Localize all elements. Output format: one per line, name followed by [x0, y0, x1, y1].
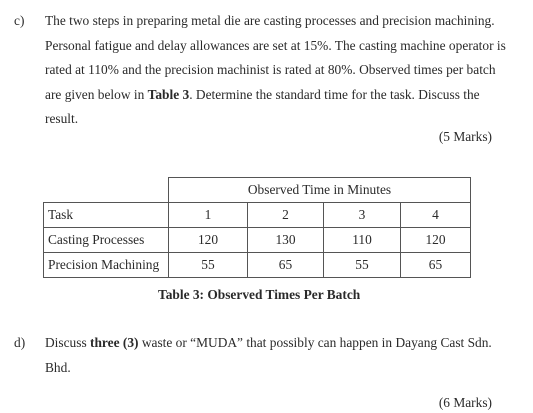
table-cell: 110	[324, 228, 401, 253]
question-c-text-part1: The two steps in preparing metal die are casting processes and precision machining. Personal fatigue and delay allowances are set at 15%. The casting machine operator is rated at 110% and the precision machinist is rated at 80%. Observed times per batch are given below in	[45, 13, 506, 102]
table-header-task: Task	[44, 203, 169, 228]
table-header-col-1: 1	[169, 203, 248, 228]
table-cell: 120	[169, 228, 248, 253]
question-c	[14, 9, 514, 132]
question-c-text-part2: . Determine the standard time for the task. Discuss the result.	[45, 86, 480, 126]
table-row-task: Precision Machining	[44, 253, 169, 278]
question-d-text	[45, 331, 514, 380]
table-header-row	[44, 203, 471, 228]
table-row-task: Casting Processes	[44, 228, 169, 253]
table-cell: 55	[169, 253, 248, 278]
table-row	[44, 253, 471, 278]
table-cell: 55	[324, 253, 401, 278]
question-c-marks: (5 Marks)	[438, 129, 492, 144]
table-reference: Table 3	[147, 86, 190, 102]
question-c-text	[45, 9, 514, 132]
table-row	[44, 228, 471, 253]
table-cell: 65	[401, 253, 471, 278]
question-d	[14, 331, 514, 380]
table-header-col-2: 2	[248, 203, 324, 228]
table-corner-blank	[44, 178, 169, 203]
table-group-header-row	[44, 178, 471, 203]
question-d-label: d)	[14, 335, 26, 350]
table-header-col-4: 4	[401, 203, 471, 228]
table-cell: 120	[401, 228, 471, 253]
question-d-text-part1: Discuss	[45, 335, 91, 350]
table-cell: 130	[248, 228, 324, 253]
table-group-header: Observed Time in Minutes	[169, 178, 471, 203]
question-d-marks: (6 Marks)	[438, 395, 492, 410]
question-d-emphasis: three (3)	[90, 335, 139, 350]
table-caption: Table 3: Observed Times Per Batch	[158, 287, 361, 302]
table-header-col-3: 3	[324, 203, 401, 228]
observed-times-table	[43, 177, 471, 278]
question-c-label: c)	[14, 13, 25, 28]
question-d-text-part2: waste or “MUDA” that possibly can happen in Dayang Cast Sdn. Bhd.	[45, 335, 492, 375]
table-cell: 65	[248, 253, 324, 278]
